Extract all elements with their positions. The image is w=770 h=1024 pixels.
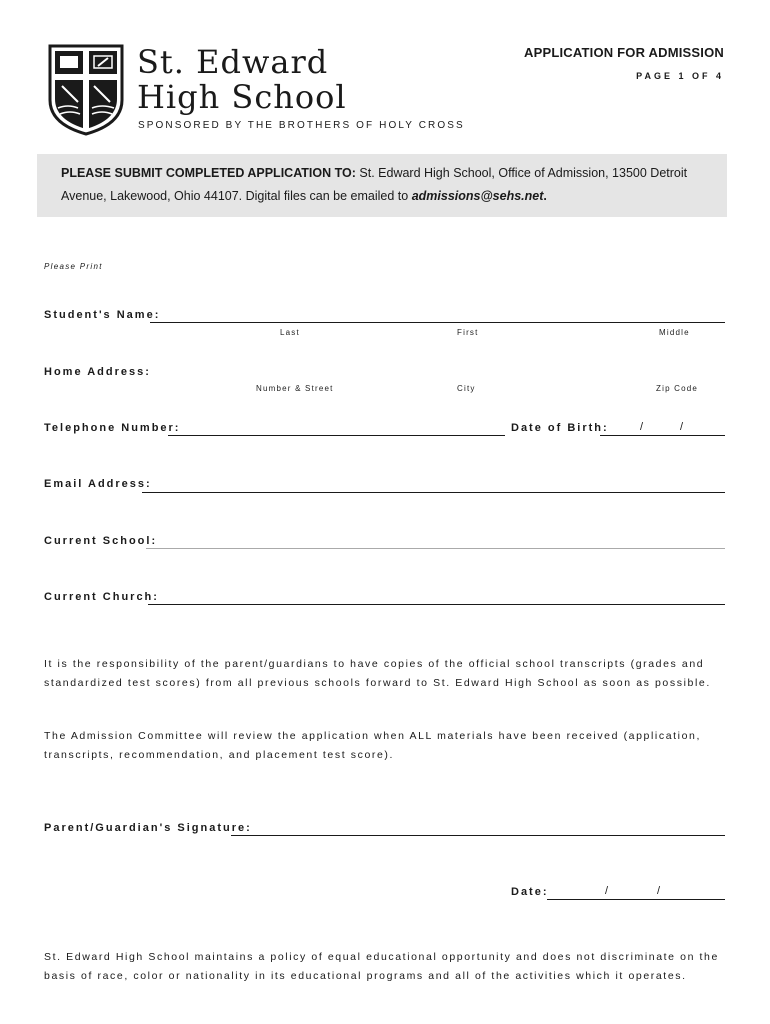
admissions-email-link[interactable]: admissions@sehs.net [411,189,544,203]
submit-end: . [543,189,547,203]
please-print-note: Please Print [44,262,103,271]
submit-instructions-box [37,154,727,217]
telephone-field[interactable] [168,435,505,436]
submit-address: St. Edward High School, Office of Admission, 13500 Detroit Avenue, Lakewood, Ohio 44107. Digital files can be emailed to [61,166,688,203]
school-name-line1: St. Edward [137,43,329,81]
committee-notice: The Admission Committee will review the application when ALL materials have been received (application, transcripts, recommendation, and placement test score). [44,730,701,761]
date-slash-2: / [657,885,661,897]
dob-slash-1: / [640,421,644,433]
addr-city-caption: City [457,384,476,393]
signature-field[interactable] [231,835,725,836]
email-field[interactable] [142,492,725,493]
current-school-field[interactable] [146,548,725,549]
nondiscrimination-policy: St. Edward High School maintains a policy of equal educational opportunity and does not discriminate on the basis of race, color or nationality in its educational programs and all of the activities which it operates. [44,951,719,982]
email-label: Email Address: [44,478,152,490]
addr-street-caption: Number & Street [256,384,334,393]
current-church-field[interactable] [148,604,725,605]
date-slash-1: / [605,885,609,897]
name-last-caption: Last [280,328,300,337]
submit-lead: PLEASE SUBMIT COMPLETED APPLICATION TO: [61,166,356,180]
signature-label: Parent/Guardian's Signature: [44,822,252,834]
name-first-caption: First [457,328,479,337]
dob-label: Date of Birth: [511,422,609,434]
page-number: PAGE 1 OF 4 [636,71,724,81]
home-address-field[interactable] [142,378,725,379]
home-address-label: Home Address: [44,366,151,378]
school-crest-logo [48,44,124,136]
dob-field[interactable] [600,435,725,436]
application-title: APPLICATION FOR ADMISSION [524,45,724,60]
addr-zip-caption: Zip Code [656,384,699,393]
telephone-label: Telephone Number: [44,422,181,434]
student-name-label: Student's Name: [44,309,161,321]
current-church-label: Current Church: [44,591,159,603]
sponsored-tagline: SPONSORED BY THE BROTHERS OF HOLY CROSS [138,120,465,131]
name-middle-caption: Middle [659,328,690,337]
dob-slash-2: / [680,421,684,433]
school-name-line2: High School [137,78,347,116]
signature-date-field[interactable] [547,899,725,900]
submit-instructions-text [61,162,711,208]
current-school-label: Current School: [44,535,158,547]
transcripts-notice: It is the responsibility of the parent/guardians to have copies of the official school transcripts (grades and standardized test scores) from all previous schools forward to St. Edward High School as soon as possible. [44,658,711,689]
signature-date-label: Date: [511,886,549,898]
student-name-field[interactable] [150,322,725,323]
